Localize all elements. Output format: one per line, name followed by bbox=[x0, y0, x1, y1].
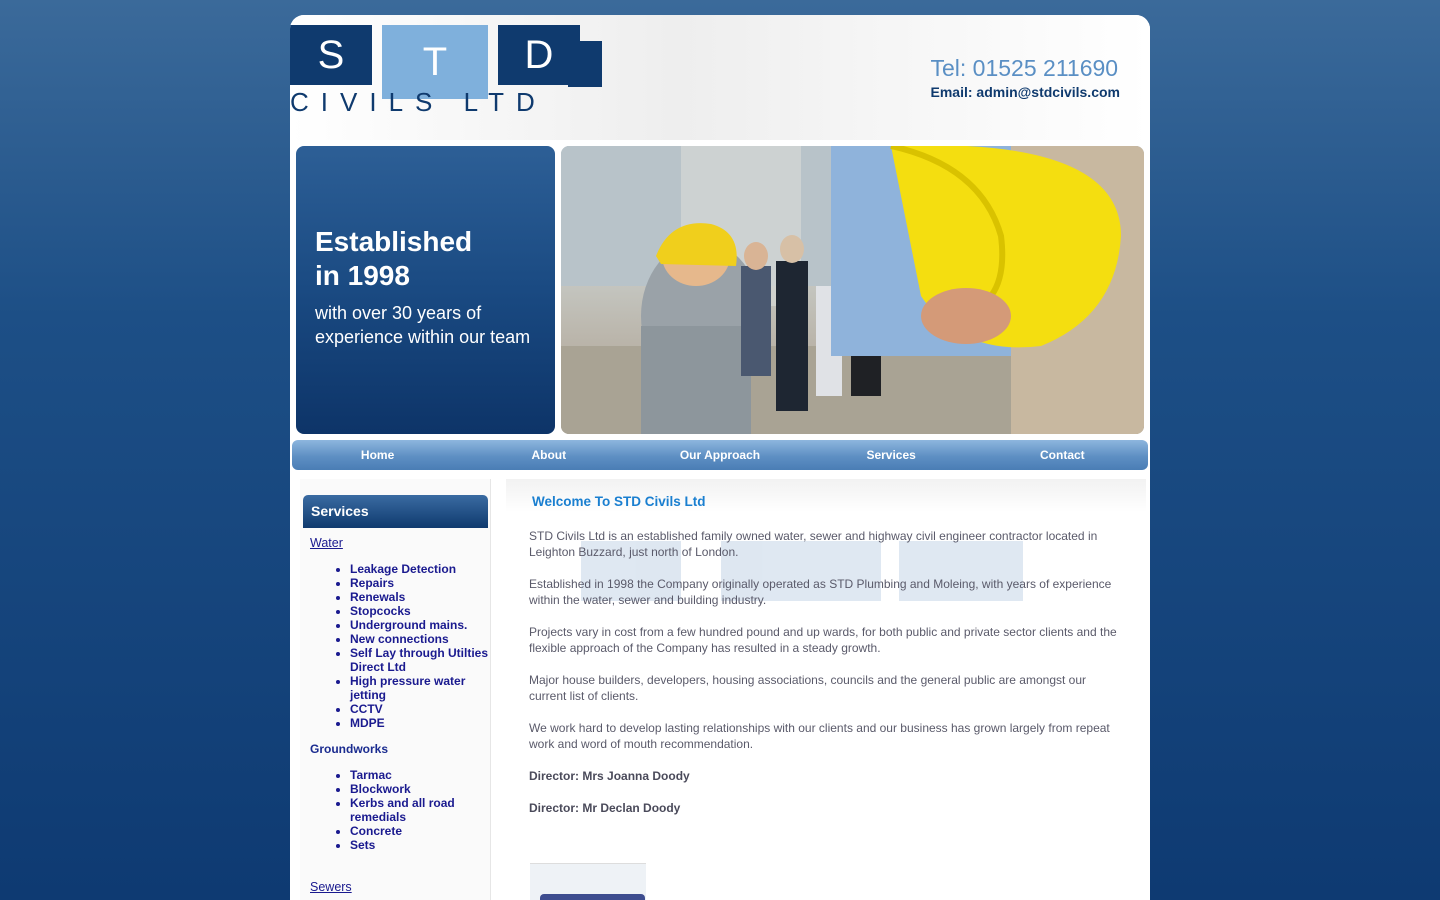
list-item[interactable]: • Kerbs and all road remedials bbox=[350, 796, 490, 824]
hero-headline-line2: in 1998 bbox=[315, 260, 410, 291]
hero-headline-line1: Established bbox=[315, 226, 473, 257]
nav-our-approach[interactable]: Our Approach bbox=[679, 448, 761, 462]
content-body bbox=[529, 528, 1119, 832]
hero-photo bbox=[561, 146, 1144, 434]
header bbox=[290, 15, 1150, 140]
accreditation-badge bbox=[540, 894, 645, 900]
paragraph: Established in 1998 the Company originally operated as STD Plumbing and Moleing, with years of experience within the water, sewer and building industry. bbox=[529, 577, 1112, 607]
list-item[interactable]: • New connections bbox=[350, 632, 490, 646]
logo-letter-s: S bbox=[290, 25, 372, 85]
main-content bbox=[506, 479, 1146, 899]
page-container bbox=[290, 15, 1150, 900]
page-title: Welcome To STD Civils Ltd bbox=[532, 494, 706, 509]
sidebar-title: Services bbox=[303, 495, 488, 528]
logo-subtext: CIVILS LTD bbox=[290, 87, 547, 117]
list-item[interactable]: • Blockwork bbox=[350, 782, 490, 796]
list-item[interactable]: • High pressure water jetting bbox=[350, 674, 490, 702]
groundworks-services-list bbox=[310, 768, 490, 852]
hero-panel bbox=[296, 146, 555, 434]
list-item[interactable]: • Self Lay through Utilties Direct Ltd bbox=[350, 646, 490, 674]
sidebar bbox=[300, 479, 491, 900]
category-water[interactable]: Water bbox=[310, 536, 343, 550]
std-civils-logo[interactable] bbox=[290, 25, 610, 125]
list-item[interactable]: • Repairs bbox=[350, 576, 490, 590]
main-navigation bbox=[292, 440, 1148, 470]
nav-home[interactable]: Home bbox=[360, 448, 395, 462]
accreditation-image bbox=[530, 863, 646, 900]
list-item[interactable]: • Sets bbox=[350, 838, 490, 852]
hero-subtext: with over 30 years of experience within our team bbox=[315, 303, 531, 347]
nav-contact[interactable]: Contact bbox=[1040, 448, 1085, 462]
contact-info bbox=[931, 55, 1121, 100]
email-link[interactable]: Email: admin@stdcivils.com bbox=[930, 84, 1120, 100]
construction-workers-photo bbox=[561, 146, 1144, 434]
logo-letter-d: D bbox=[498, 25, 580, 85]
hero-headline bbox=[315, 225, 472, 293]
paragraph: Projects vary in cost from a few hundred pound and up wards, for both public and private sector clients and the flexible approach of the Company has resulted in a steady growth. bbox=[529, 625, 1117, 655]
list-item[interactable]: • MDPE bbox=[350, 716, 490, 730]
paragraph: We work hard to develop lasting relationships with our clients and our business has grown largely from repeat work and word of mouth recommendation. bbox=[529, 721, 1110, 751]
paragraph: STD Civils Ltd is an established family owned water, sewer and highway civil engineer contractor located in Leighton Buzzard, just north of London. bbox=[529, 529, 1098, 559]
logo-letter-t: T bbox=[382, 25, 488, 99]
category-groundworks: Groundworks bbox=[310, 742, 389, 756]
nav-about[interactable]: About bbox=[531, 448, 567, 462]
director-1: Director: Mrs Joanna Doody bbox=[529, 769, 690, 783]
list-item[interactable]: • CCTV bbox=[350, 702, 490, 716]
paragraph: Major house builders, developers, housing associations, councils and the general public are amongst our current list of clients. bbox=[529, 673, 1086, 703]
water-services-list bbox=[310, 562, 490, 730]
list-item[interactable]: • Tarmac bbox=[350, 768, 490, 782]
nav-services[interactable]: Services bbox=[866, 448, 916, 462]
director-2: Director: Mr Declan Doody bbox=[529, 801, 681, 815]
list-item[interactable]: • Concrete bbox=[350, 824, 490, 838]
telephone: Tel: 01525 211690 bbox=[930, 55, 1119, 81]
sidebar-services-list bbox=[310, 536, 490, 894]
list-item[interactable]: • Underground mains. bbox=[350, 618, 490, 632]
list-item[interactable]: • Stopcocks bbox=[350, 604, 490, 618]
category-sewers[interactable]: Sewers bbox=[310, 880, 352, 894]
list-item[interactable]: • Leakage Detection bbox=[350, 562, 490, 576]
list-item[interactable]: • Renewals bbox=[350, 590, 490, 604]
